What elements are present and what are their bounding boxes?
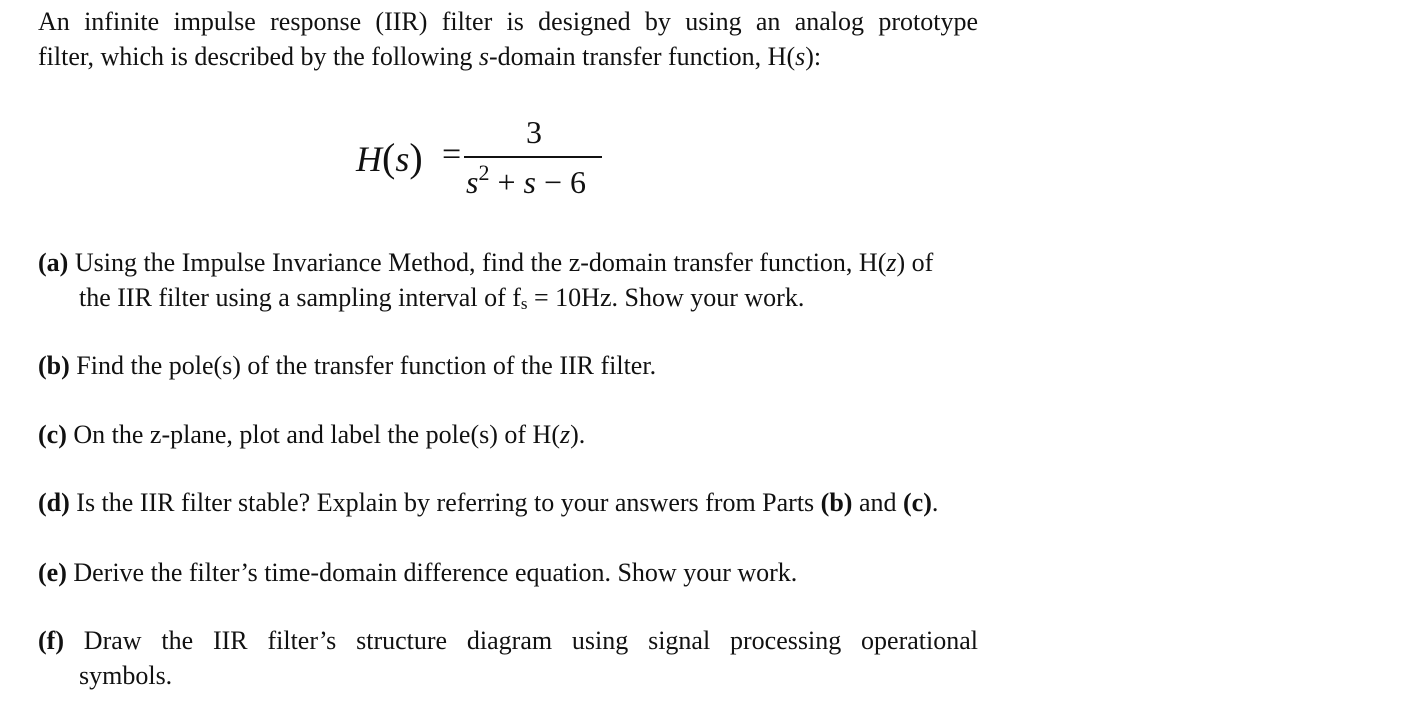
question-e-tag: (e) bbox=[38, 558, 67, 587]
question-d: (d) Is the IIR filter stable? Explain by referring to your answers from Parts (b) and (c). bbox=[38, 488, 939, 517]
question-e: (e) Derive the filter’s time-domain difference equation. Show your work. bbox=[38, 558, 798, 587]
question-f: (f) Draw the IIR filter’s structure diagram using signal processing operational symbols. bbox=[38, 626, 978, 690]
formula-equals: = bbox=[442, 136, 462, 173]
problem-intro bbox=[38, 4, 978, 74]
intro-line-2: filter, which is described by the following s-domain transfer function, H(s): bbox=[38, 42, 822, 71]
question-a-tag: (a) bbox=[38, 248, 69, 277]
question-c-tag: (c) bbox=[38, 420, 67, 449]
question-d-tag: (d) bbox=[38, 488, 70, 517]
fraction-bar bbox=[464, 156, 602, 158]
question-f-tag: (f) bbox=[38, 626, 64, 655]
transfer-function-formula bbox=[356, 112, 616, 212]
question-b-tag: (b) bbox=[38, 351, 70, 380]
formula-lhs: H(s) bbox=[356, 135, 423, 180]
formula-numerator: 3 bbox=[526, 114, 542, 150]
question-c: (c) On the z-plane, plot and label the pole(s) of H(z). bbox=[38, 420, 586, 449]
formula-denominator: $s^2 + s - 6$ bbox=[466, 160, 586, 200]
question-b: (b) Find the pole(s) of the transfer function of the IIR filter. bbox=[38, 351, 657, 380]
intro-line-1: An infinite impulse response (IIR) filter is designed by using an analog prototype bbox=[38, 7, 978, 36]
question-a: (a) Using the Impulse Invariance Method, find the z-domain transfer function, H(z) of the IIR filter using a sampling interval of fs = 10Hz. Show your work. bbox=[38, 248, 934, 313]
